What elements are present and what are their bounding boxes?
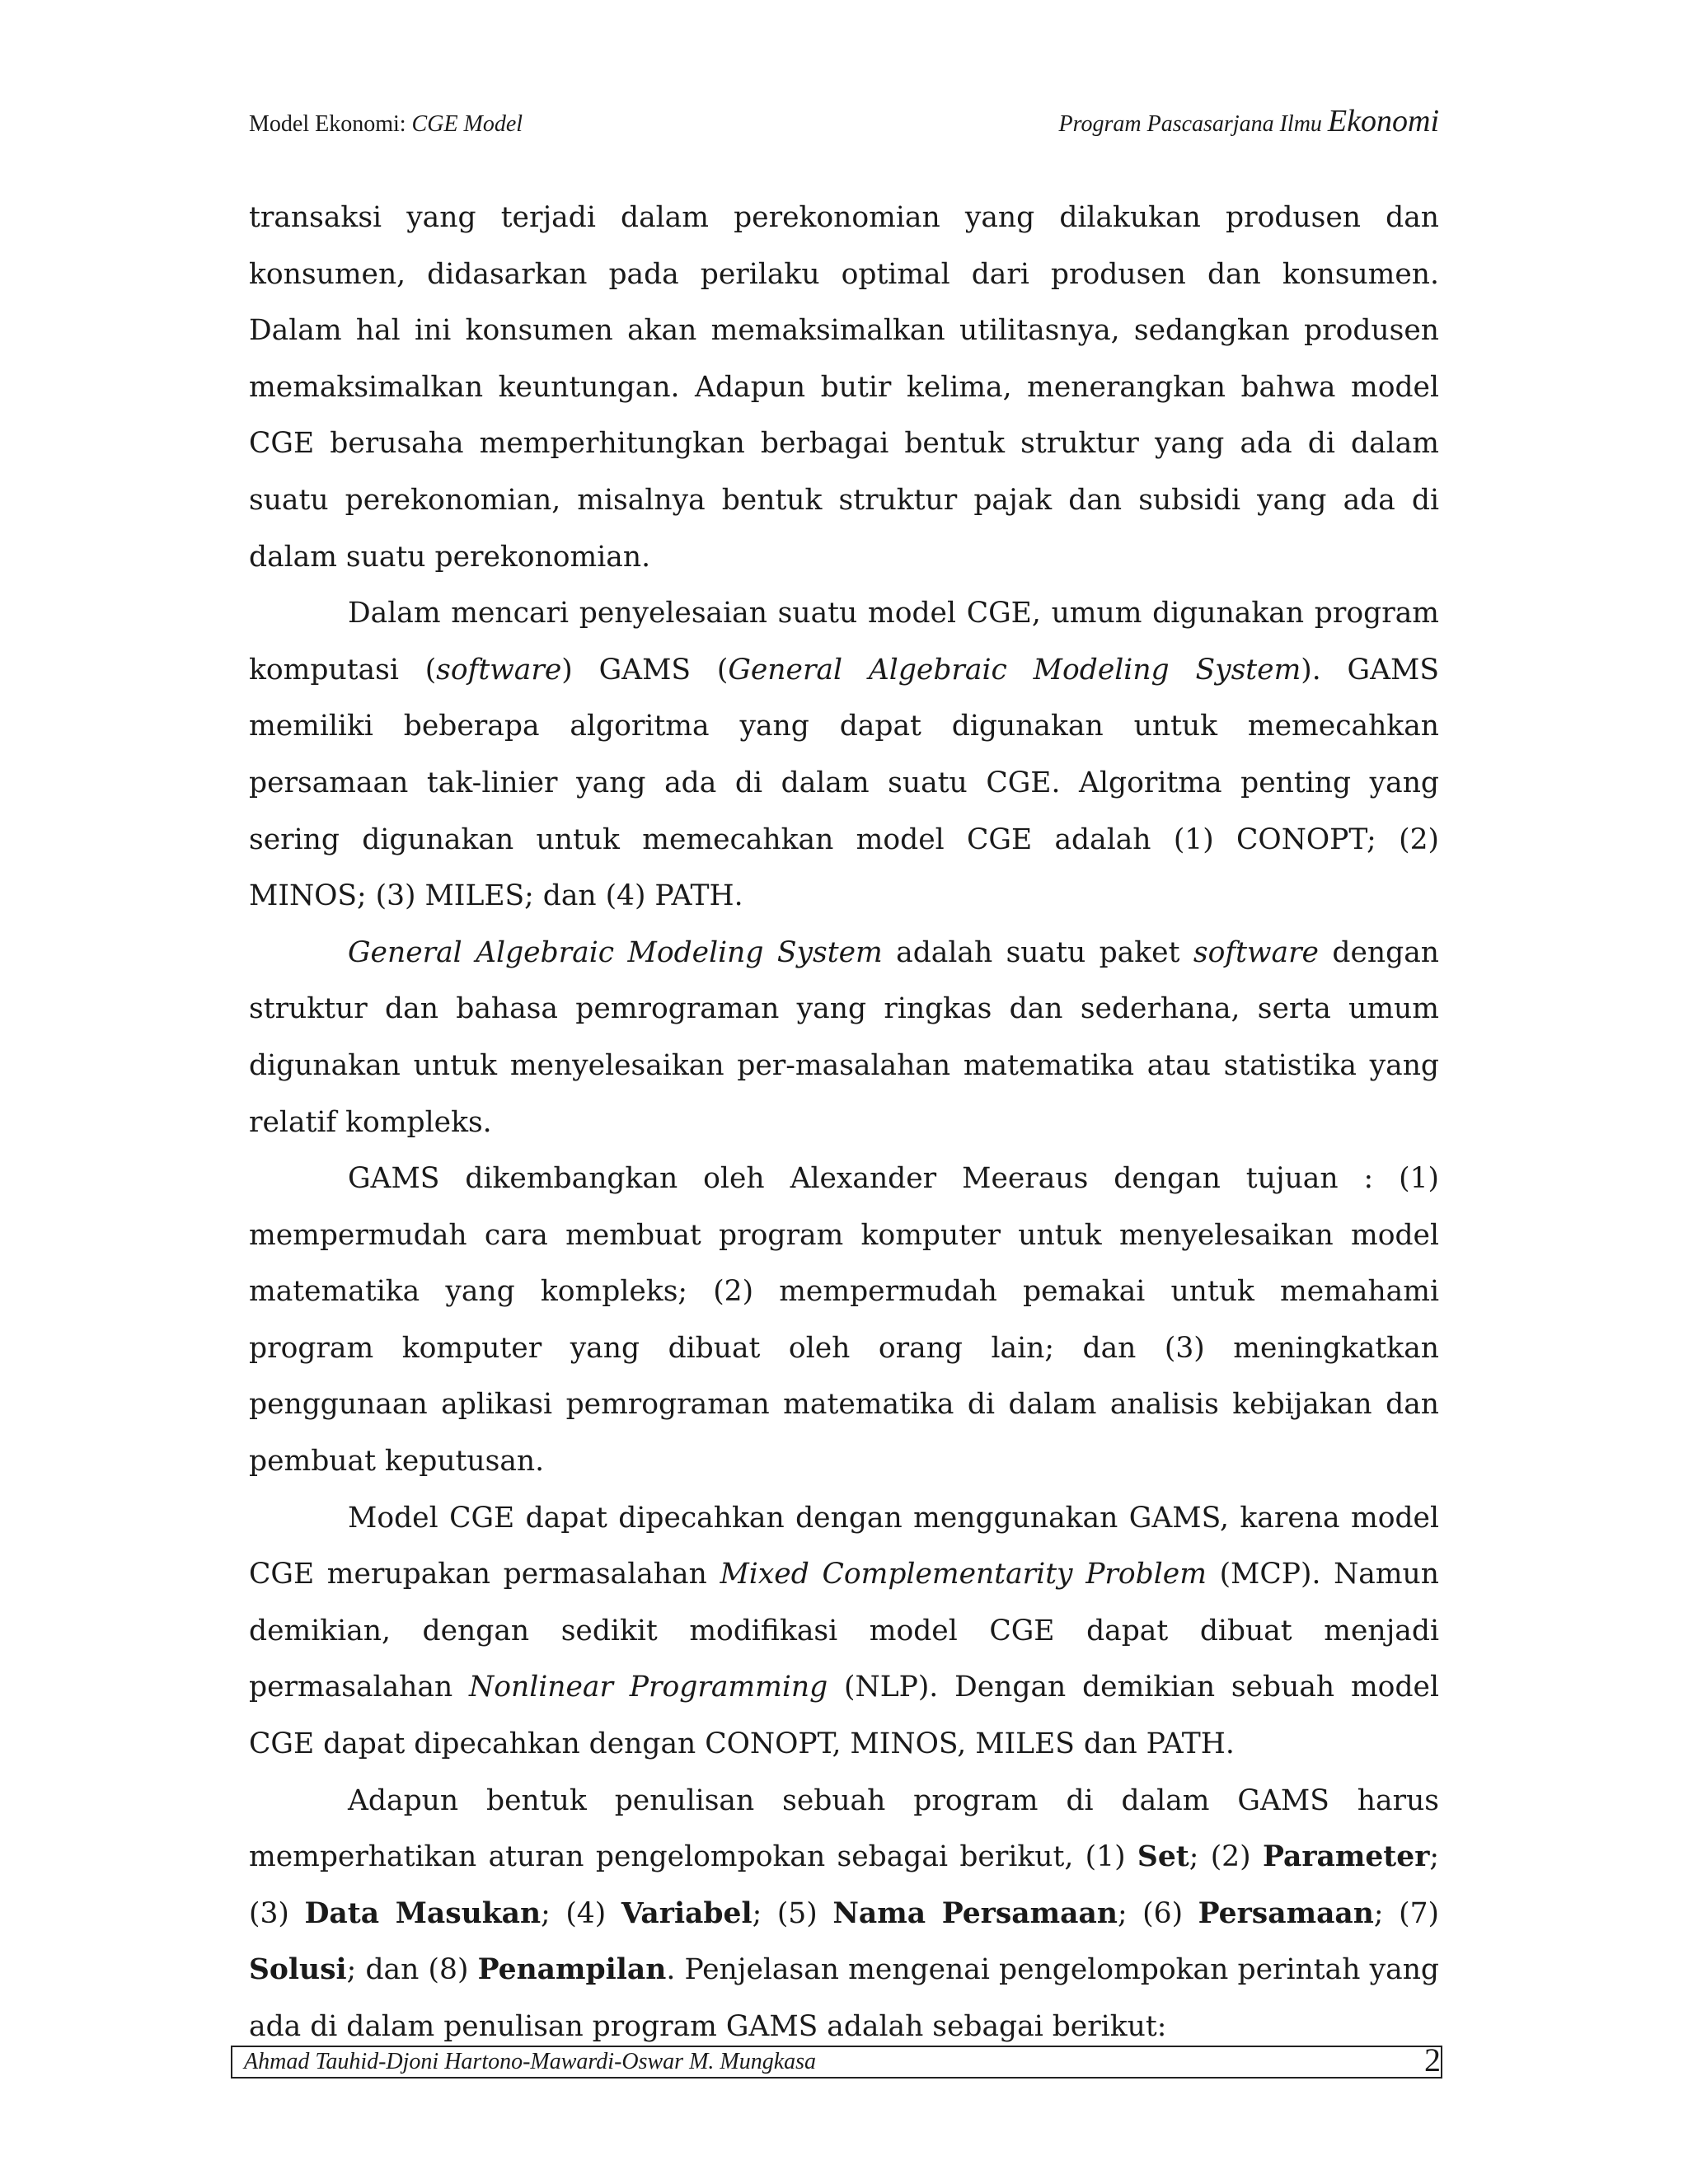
page-header: [249, 104, 1439, 145]
p5-text-1: Model CGE dapat dipecahkan dengan menggunakan GAMS, karena model CGE merupakan permasalahan: [249, 1501, 1439, 1591]
p6-text-2: ; (2): [1189, 1840, 1263, 1874]
p2-italic-2: General Algebraic Modeling System: [728, 653, 1301, 687]
paragraph-1-text: transaksi yang terjadi dalam perekonomian yang dilakukan produsen dan konsumen, didasarkan pada perilaku optimal dari produsen dan konsumen. Dalam hal ini konsumen akan memaksimalkan utilitasnya, sedangkan produsen memaksimalkan keuntungan. Adapun butir kelima, menerangkan bahwa model CGE berusaha memperhitungkan berbagai bentuk struktur yang ada di dalam suatu perekonomian, misalnya bentuk struktur pajak dan subsidi yang ada di dalam suatu perekonomian.: [249, 201, 1439, 574]
header-right-small: Program Pascasarjana Ilmu: [1058, 111, 1328, 137]
p2-text-3: ). GAMS memiliki beberapa algoritma yang dapat digunakan untuk memecahkan persamaan tak-linier yang ada di dalam suatu CGE. Algoritma penting yang sering digunakan untuk memecahkan model CGE adalah (1) CONOPT; (2) MINOS; (3) MILES; dan (4) PATH.: [249, 653, 1439, 913]
p6-text-8: ; dan (8): [346, 1953, 478, 1987]
p6-bold-variabel: Variabel: [621, 1896, 753, 1930]
p6-text-5: ; (5): [752, 1896, 833, 1930]
p5-text-2: (MCP). Namun demikian, dengan sedikit modifikasi model CGE dapat dibuat menjadi permasalahan: [249, 1558, 1439, 1704]
p3-text-1: adalah suatu paket: [882, 935, 1193, 969]
paragraph-2: [249, 585, 1439, 925]
p6-bold-set: Set: [1137, 1840, 1189, 1874]
p2-italic-1: software: [436, 653, 562, 687]
p3-text-2: dengan struktur dan bahasa pemrograman yang ringkas dan sederhana, serta umum digunakan untuk menyelesaikan per-masalahan matematika atau statistika yang relatif kompleks.: [249, 935, 1439, 1139]
paragraph-1: [249, 190, 1439, 585]
p3-italic-2: software: [1193, 935, 1319, 969]
p2-text-2: ) GAMS (: [561, 653, 729, 687]
p6-bold-persamaan: Persamaan: [1198, 1896, 1374, 1930]
p6-bold-solusi: Solusi: [249, 1953, 347, 1987]
header-left-italic: CGE Model: [411, 111, 523, 137]
p6-text-3: ; (3): [249, 1840, 1439, 1930]
p6-text-4: ; (4): [541, 1896, 621, 1930]
body-text: [249, 190, 1439, 2055]
p3-italic-1: General Algebraic Modeling System: [348, 935, 883, 969]
paragraph-6: [249, 1773, 1439, 2055]
header-left: [249, 104, 523, 145]
paragraph-4: [249, 1151, 1439, 1490]
page-number: 2: [1424, 2041, 1441, 2079]
p4-text-1: GAMS dikembangkan oleh Alexander Meeraus dengan tujuan : (1) mempermudah cara membuat program komputer untuk menyelesaikan model matematika yang kompleks; (2) mempermudah pemakai untuk memahami program komputer yang dibuat oleh orang lain; dan (3) meningkatkan penggunaan aplikasi pemrograman matematika di dalam analisis kebijakan dan pembuat keputusan.: [249, 1162, 1439, 1479]
p5-italic-1: Mixed Complementarity Problem: [720, 1558, 1207, 1591]
footer-authors: Ahmad Tauhid-Djoni Hartono-Mawardi-Oswar M. Mungkasa: [244, 2049, 817, 2074]
p6-text-1: Adapun bentuk penulisan sebuah program di dalam GAMS harus memperhatikan aturan pengelompokan sebagai berikut, (1): [249, 1783, 1439, 1874]
p2-text-1: Dalam mencari penyelesaian suatu model CGE, umum digunakan program komputasi (: [249, 597, 1439, 687]
paragraph-5: [249, 1490, 1439, 1773]
p5-italic-2: Nonlinear Programming: [469, 1671, 828, 1704]
p6-bold-nama-persamaan: Nama Persamaan: [832, 1896, 1118, 1930]
page-footer: [231, 2041, 1442, 2079]
p6-text-6: ; (6): [1117, 1896, 1198, 1930]
header-left-normal: Model Ekonomi:: [249, 111, 412, 137]
p6-bold-data-masukan: Data Masukan: [304, 1896, 542, 1930]
p5-text-3: (NLP). Dengan demikian sebuah model CGE dapat dipecahkan dengan CONOPT, MINOS, MILES dan PATH.: [249, 1671, 1439, 1761]
header-right: [1059, 101, 1439, 145]
p6-text-7: ; (7): [1373, 1896, 1439, 1930]
paragraph-3: [249, 925, 1439, 1151]
header-right-big: Ekonomi: [1327, 104, 1439, 138]
p6-text-9: . Penjelasan mengenai pengelompokan perintah yang ada di dalam penulisan program GAMS adalah sebagai berikut:: [249, 1953, 1440, 2043]
p6-bold-parameter: Parameter: [1262, 1840, 1430, 1874]
p6-bold-penampilan: Penampilan: [477, 1953, 667, 1987]
